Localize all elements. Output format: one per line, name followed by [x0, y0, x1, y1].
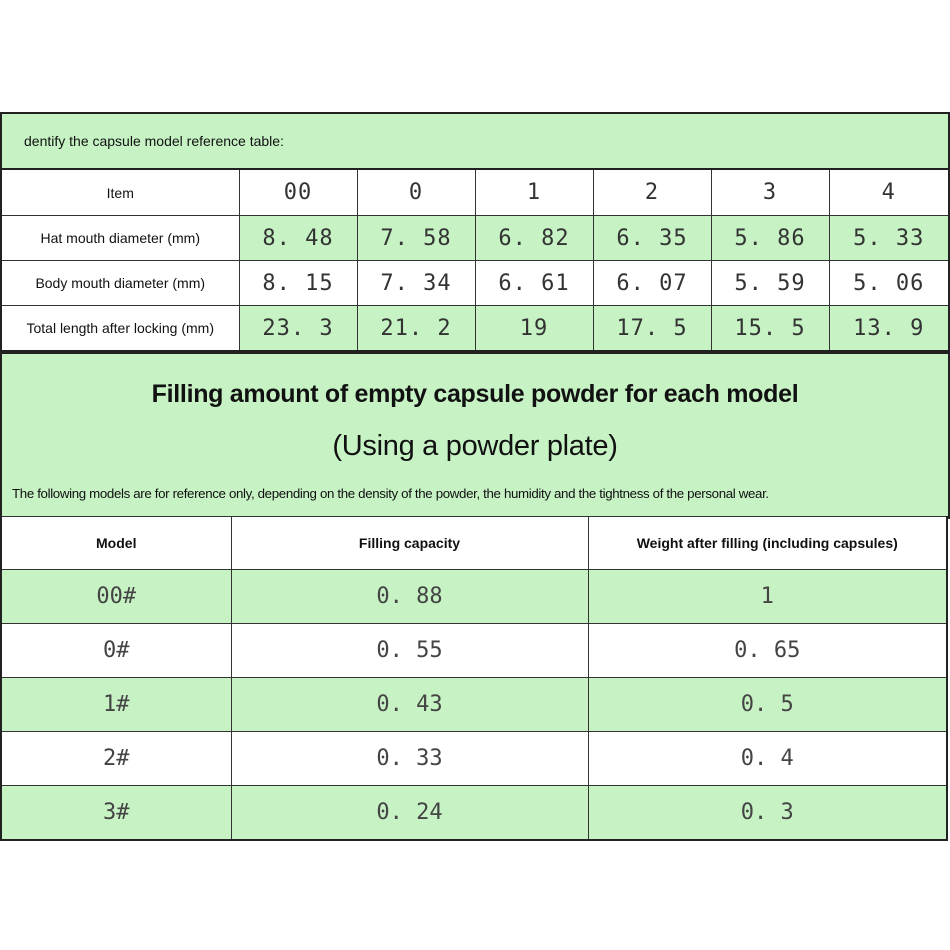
table-row — [1, 624, 947, 678]
table-cell: 6. 35 — [593, 216, 711, 261]
header-cell-model: 3 — [711, 169, 829, 216]
capacity-cell: 0. 33 — [231, 732, 588, 786]
table-cell: 6. 82 — [475, 216, 593, 261]
filling-amount-table — [0, 516, 948, 841]
filling-section-subtitle: (Using a powder plate) — [332, 430, 618, 462]
filling-header-row — [1, 517, 947, 570]
header-cell-model: 2 — [593, 169, 711, 216]
weight-cell: 0. 5 — [588, 678, 947, 732]
table-cell: 5. 86 — [711, 216, 829, 261]
table-cell: 5. 33 — [829, 216, 949, 261]
table-row-total-length — [1, 306, 949, 352]
capacity-cell: 0. 55 — [231, 624, 588, 678]
header-cell-model: 0 — [357, 169, 475, 216]
table-row — [1, 732, 947, 786]
reference-table-caption: dentify the capsule model reference table: — [1, 113, 949, 169]
row-label: Hat mouth diameter (mm) — [1, 216, 239, 261]
model-cell: 3# — [1, 786, 231, 841]
row-label: Body mouth diameter (mm) — [1, 261, 239, 306]
capsule-reference-table — [0, 112, 950, 352]
table-cell: 7. 34 — [357, 261, 475, 306]
weight-cell: 0. 3 — [588, 786, 947, 841]
capacity-cell: 0. 88 — [231, 570, 588, 624]
filling-section-note: The following models are for reference only, depending on the density of the powder, the humidity and the tightness of the personal wear. — [12, 486, 769, 501]
model-cell: 0# — [1, 624, 231, 678]
weight-cell: 1 — [588, 570, 947, 624]
capacity-cell: 0. 43 — [231, 678, 588, 732]
table-row — [1, 786, 947, 841]
table-cell: 13. 9 — [829, 306, 949, 352]
table-row — [1, 570, 947, 624]
header-cell-model: Model — [1, 517, 231, 570]
filling-section-header — [0, 352, 950, 519]
header-cell-weight-after-filling: Weight after filling (including capsules) — [588, 517, 947, 570]
table-row-body-mouth-diameter — [1, 261, 949, 306]
table-cell: 15. 5 — [711, 306, 829, 352]
table-row-hat-mouth-diameter — [1, 216, 949, 261]
table-cell: 6. 07 — [593, 261, 711, 306]
table-cell: 5. 59 — [711, 261, 829, 306]
filling-section-title: Filling amount of empty capsule powder for each model — [151, 380, 799, 408]
model-cell: 00# — [1, 570, 231, 624]
table-cell: 23. 3 — [239, 306, 357, 352]
row-label: Total length after locking (mm) — [1, 306, 239, 352]
header-cell-item: Item — [1, 169, 239, 216]
table-cell: 5. 06 — [829, 261, 949, 306]
model-cell: 2# — [1, 732, 231, 786]
table-row — [1, 678, 947, 732]
table-cell: 19 — [475, 306, 593, 352]
weight-cell: 0. 65 — [588, 624, 947, 678]
table-cell: 21. 2 — [357, 306, 475, 352]
header-cell-filling-capacity: Filling capacity — [231, 517, 588, 570]
table-cell: 6. 61 — [475, 261, 593, 306]
capacity-cell: 0. 24 — [231, 786, 588, 841]
reference-header-row — [1, 169, 949, 216]
table-cell: 8. 15 — [239, 261, 357, 306]
model-cell: 1# — [1, 678, 231, 732]
table-cell: 17. 5 — [593, 306, 711, 352]
header-cell-model: 4 — [829, 169, 949, 216]
table-cell: 7. 58 — [357, 216, 475, 261]
table-cell: 8. 48 — [239, 216, 357, 261]
header-cell-model: 00 — [239, 169, 357, 216]
header-cell-model: 1 — [475, 169, 593, 216]
weight-cell: 0. 4 — [588, 732, 947, 786]
